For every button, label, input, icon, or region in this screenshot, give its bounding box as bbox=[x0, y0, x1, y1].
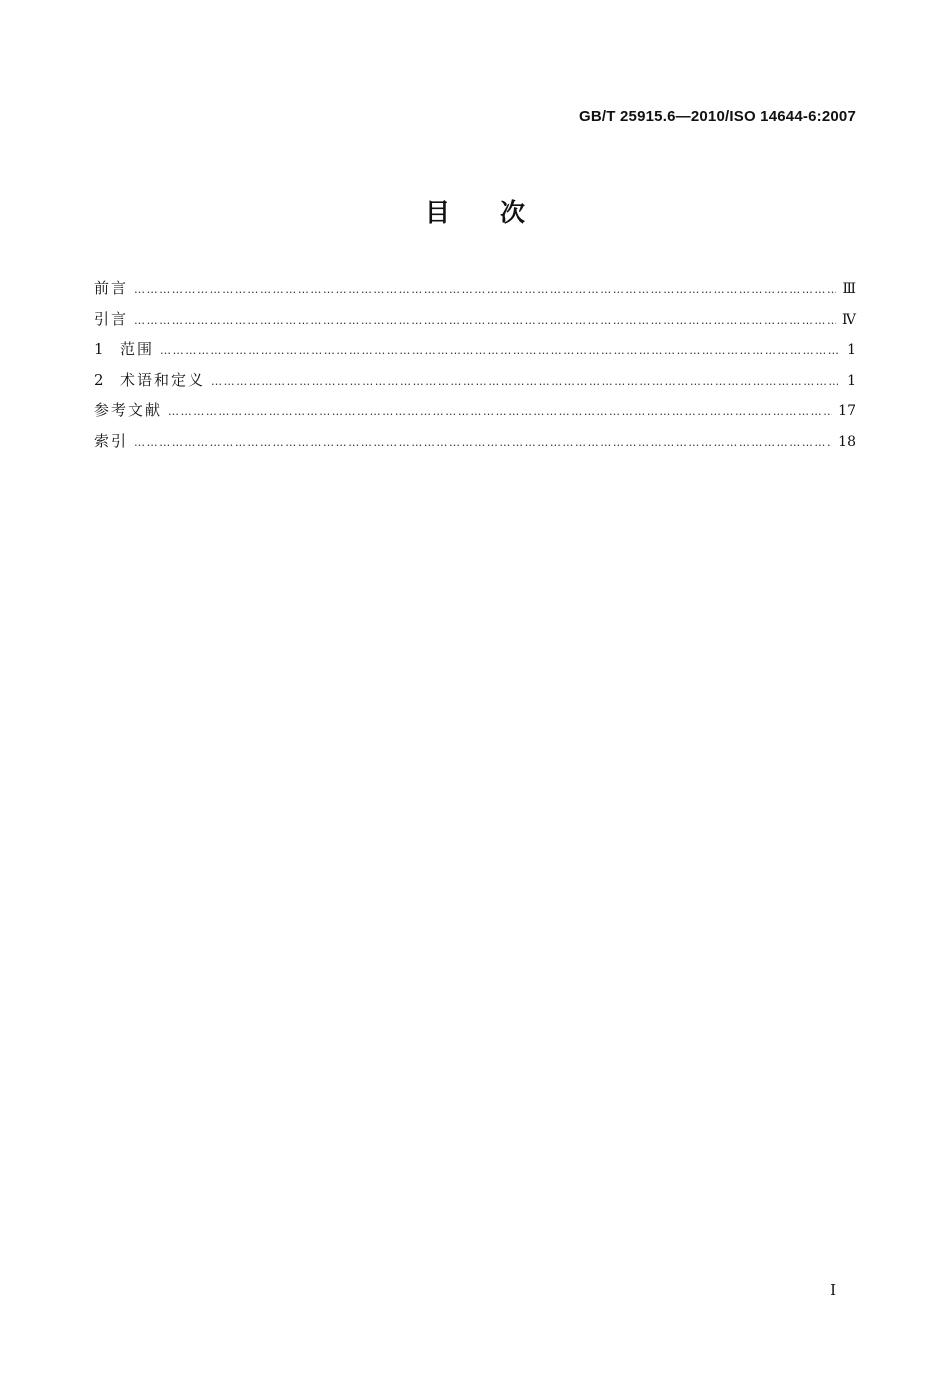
toc-entry-foreword[interactable] bbox=[94, 277, 856, 308]
toc-entry-page: 1 bbox=[847, 342, 856, 359]
page-number: I bbox=[830, 1281, 836, 1299]
toc-entry-label: 范围 bbox=[120, 340, 155, 359]
toc-entry-page: 18 bbox=[838, 433, 856, 450]
toc-entry-page: 1 bbox=[847, 372, 856, 389]
toc-entry-page: Ⅲ bbox=[842, 281, 856, 297]
toc-entry-number: 2 bbox=[94, 370, 104, 389]
toc-entry-number: 1 bbox=[94, 340, 104, 359]
toc-entry-bibliography[interactable] bbox=[94, 399, 856, 430]
toc-leader-dots bbox=[168, 405, 832, 418]
toc-entry-scope[interactable] bbox=[94, 338, 856, 369]
toc-entry-introduction[interactable] bbox=[94, 308, 856, 339]
toc-leader-dots bbox=[134, 436, 832, 449]
toc-title: 目次 bbox=[424, 198, 575, 227]
table-of-contents bbox=[94, 277, 856, 461]
toc-entry-label: 前言 bbox=[94, 279, 129, 297]
toc-entry-label: 引言 bbox=[94, 309, 129, 328]
standard-code-header: GB/T 25915.6—2010/ISO 14644-6:2007 bbox=[579, 108, 856, 125]
toc-entry-terms-definitions[interactable] bbox=[94, 369, 856, 400]
toc-entry-page: Ⅳ bbox=[842, 311, 856, 328]
toc-entry-label: 术语和定义 bbox=[120, 370, 206, 389]
toc-leader-dots bbox=[211, 375, 838, 388]
toc-leader-dots bbox=[134, 283, 836, 296]
toc-entry-index[interactable] bbox=[94, 430, 856, 461]
toc-leader-dots bbox=[134, 314, 836, 327]
toc-entry-label: 参考文献 bbox=[94, 401, 163, 420]
toc-leader-dots bbox=[160, 344, 838, 357]
toc-entry-label: 索引 bbox=[94, 431, 129, 450]
toc-entry-page: 17 bbox=[838, 403, 856, 420]
